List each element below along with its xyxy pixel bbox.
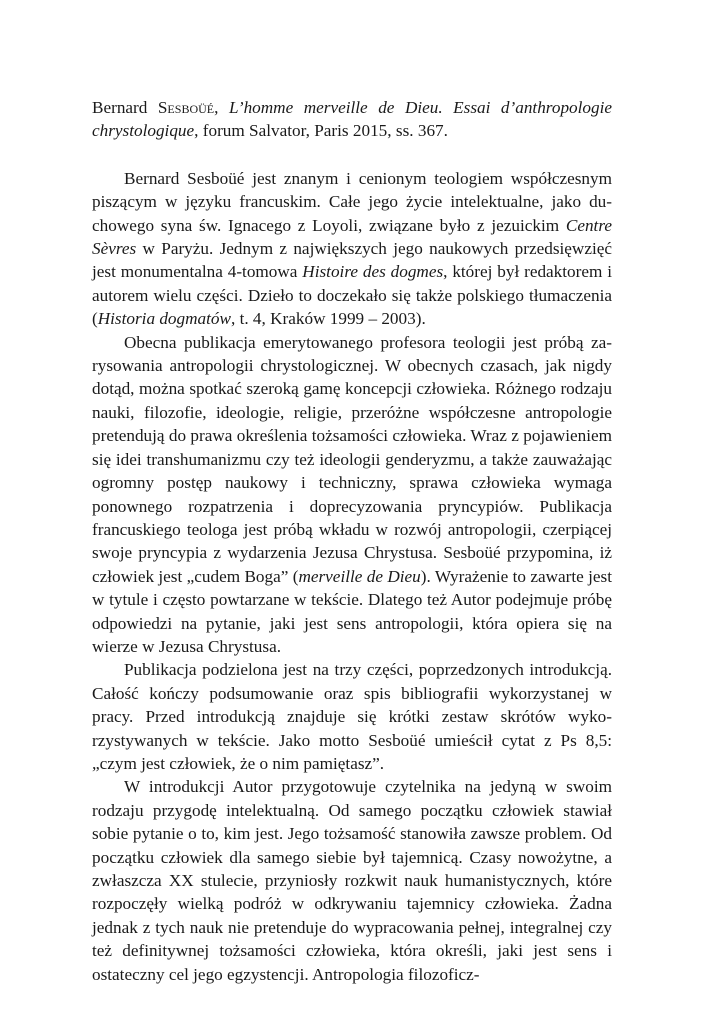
italic-text: Historia dogmatów xyxy=(97,309,231,329)
citation-author-first: Bernard xyxy=(92,98,158,117)
body-paragraph xyxy=(92,658,612,775)
italic-text: Centre Sèvres xyxy=(92,215,612,259)
book-citation xyxy=(92,96,612,143)
paragraph-text: , t. 4, Kraków 1999 – 2003). xyxy=(230,309,426,329)
italic-text: merveille de Dieu xyxy=(298,566,421,586)
citation-publisher: , forum Salvator, Paris 2015, ss. 367. xyxy=(194,121,448,141)
paragraph-text: Publikacja podzielona jest na trzy części, poprzedzonych introdukcją. Całość kończy podsumowanie oraz spis bibliografii wykorzystanej w pracy. Przed introdukcją znajduje się krótki zestaw skrótów wykorzystywanych w tekście. Jako motto Sesboüé umieścił cytat z Ps 8,5: „czym jest człowiek, że o nim pamiętasz”. xyxy=(92,660,612,773)
paragraph-text: Bernard Sesboüé jest znanym i cenionym teologiem współczesnym piszącym w języku francuskim. Całe jego życie intelektualne, jako duchowego syna św. Ignacego z Loyoli, związane było z jezuickim xyxy=(92,168,612,235)
paragraph-text: W introdukcji Autor przygotowuje czytelnika na jedyną w swoim rodzaju przygodę intelektualną. Od samego początku człowiek stawiał sobie pytanie o to, kim jest. Jego tożsamość stanowiła zawsze problem. Od początku człowiek dla samego siebie był tajemnicą. Czasy nowożytne, a zwłaszcza XX stulecie, przyniosły rozkwit nauk humanistycznych, które rozpoczęły wielką podróż w odkrywaniu tajemnicy człowieka. Żadna jednak z tych nauk nie pretenduje do wypracowania pełnej, integralnej czy też definitywnej tożsamości człowieka, która określi, jaki jest sens i ostateczny cel jego egzystencji. Antropologia filozoficz- xyxy=(92,777,612,984)
body-paragraph xyxy=(92,331,612,659)
paragraph-text: ). Wyrażenie to zawarte jest w tytule i często powtarzane w tekście. Dlatego też Autor podejmuje próbę odpowiedzi na pytanie, jaki jest sens antropologii, która opiera się na wierze w Jezusa Chrystusa. xyxy=(92,566,612,656)
body-paragraph xyxy=(92,775,612,986)
citation-title: L’homme merveille de Dieu. Essai d’anthropologie chrystologique xyxy=(92,98,612,141)
paragraph-text: w Paryżu. Jednym z największych jego naukowych przedsięwzięć jest monumentalna 4-tomowa xyxy=(92,239,612,282)
citation-author-last: Sesboüé xyxy=(157,98,215,117)
paragraph-text: Obecna publikacja emerytowanego profesora teologii jest próbą zarysowania antropologii chrystologicznej. W obecnych czasach, jak nigdy dotąd, można spotkać szeroką gamę koncepcji człowieka. Różnego rodzaju nauki, filozofie, ideologie, religie, przeróżne współczesne antropologie pretendują do prawa określenia tożsamości człowieka. Wraz z pojawieniem się idei transhumanizmu czy też ideologii genderyzmu, a także zauważając ogromny postęp naukowy i techniczny, sprawa człowieka wymaga ponownego rozpatrzenia i doprecyzowania pryncypiów. Publikacja francuskiego teologa jest próbą wkładu w rozwój antropologii, czerpiącej swoje pryncypia z wydarzenia Jezusa Chrystusa. Sesboüé przypomina, iż człowiek jest „cudem Boga” ( xyxy=(92,332,612,586)
citation-separator: , xyxy=(214,98,229,117)
paragraph-text: , której był redaktorem i autorem wielu części. Dzieło to doczekało się także polskiego tłumaczenia ( xyxy=(92,262,612,329)
body-paragraph xyxy=(92,167,612,331)
italic-text: Histoire des dogmes xyxy=(302,262,444,282)
review-page xyxy=(92,96,612,986)
review-body xyxy=(92,167,612,986)
